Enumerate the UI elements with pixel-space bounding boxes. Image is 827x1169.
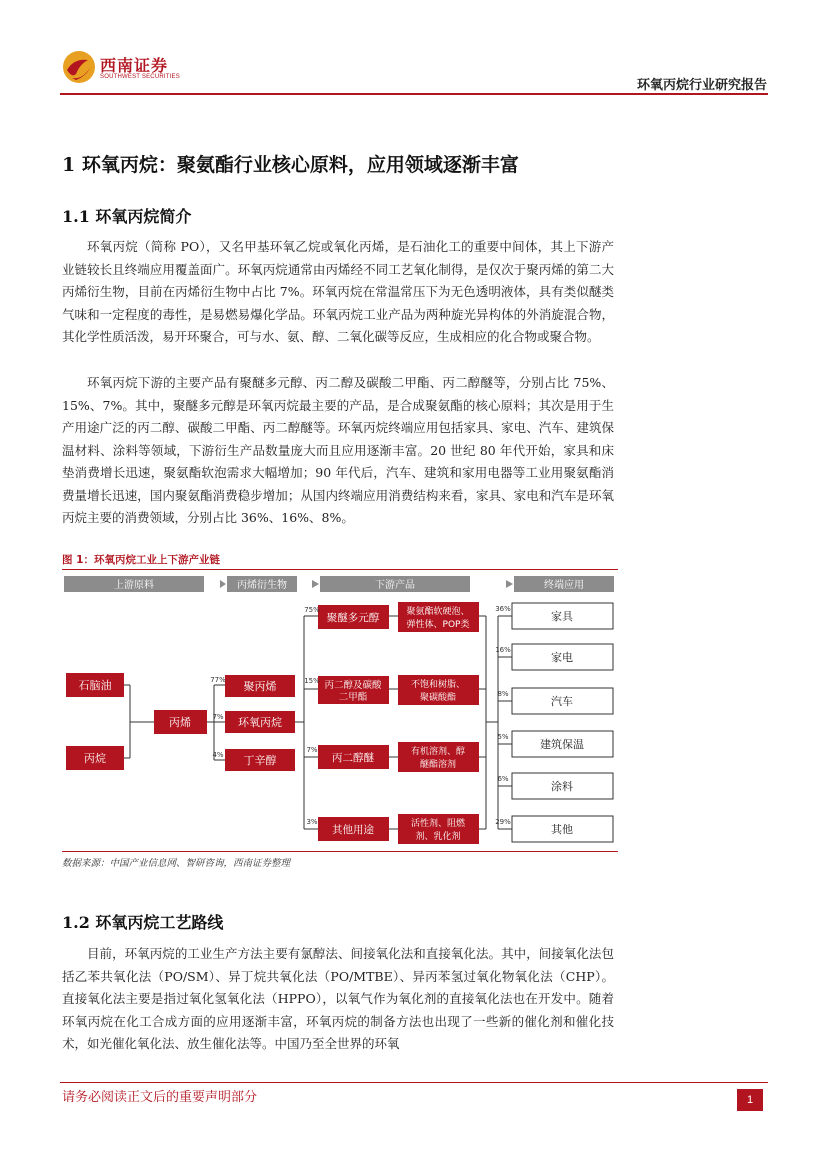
section-1-1-heading: 1.1 环氧丙烷简介 (62, 207, 192, 226)
derivative-po: 环氧丙烷 (238, 716, 282, 729)
end-use-furniture: 家具 (551, 610, 573, 623)
propylene-box: 丙烯 (169, 716, 191, 729)
diagram-headers (64, 576, 614, 592)
company-logo (62, 50, 180, 88)
intro-paragraph-2: 环氧丙烷下游的主要产品有聚醚多元醇、丙二醇及碳酸二甲酯、丙二醇醚等，分别占比 75%、15%、7%。其中，聚醚多元醇是环氧丙烷最主要的产品，是合成聚氨酯的核心原料；其次是用于生产用途广泛的丙二醇、碳酸二甲酯、丙二醇醚等。环氧丙烷终端应用包括家具、家电、汽车、建筑保温材料、涂料等领域，下游衍生产品数量庞大而且应用逐渐丰富。20 世纪 80 年代开始，家具和床垫消费增长迅速，聚氨酯软泡需求大幅增加；90 年代后，汽车、建筑和家用电器等工业用聚氨酯消费量增长迅速，国内聚氨酯消费稳步增加；从国内终端应用消费结构来看，家具、家电和汽车是环氧丙烷主要的消费领域，分别占比 36%、16%、8%。 (62, 375, 614, 525)
header-upstream: 上游原料 (114, 580, 154, 591)
figure-source-note: 数据来源：中国产业信息网、智研咨询，西南证券整理 (62, 858, 291, 869)
derivative-pct-1: 77% (210, 676, 226, 684)
product-pct-2: 15% (304, 677, 320, 685)
end-use-auto: 汽车 (551, 695, 573, 708)
upstream-naphtha: 石脑油 (78, 679, 112, 692)
product-polyether-polyol: 聚醚多元醇 (326, 612, 380, 624)
product-pct-1: 75% (304, 606, 320, 614)
section-1-heading: 1 环氧丙烷：聚氨酯行业核心原料，应用领域逐渐丰富 (62, 154, 519, 176)
process-paragraph: 目前，环氧丙烷的工业生产方法主要有氯醇法、间接氧化法和直接氧化法。其中，间接氧化法包括乙苯共氧化法（PO/SM）、异丁烷共氧化法（PO/MTBE）、异丙苯氢过氧化物氧化法（CHP）。直接氧化法主要是指过氧化氢氧化法（HPPO），以氧气作为氧化剂的直接氧化法也在开发中。随着环氧丙烷在化工合成方面的应用逐渐丰富，环氧丙烷的制备方法也出现了一些新的催化剂和催化技术，如光催化氧化法、放生催化法等。中国乃至全世界的环氧 (62, 946, 614, 1051)
header-downstream: 下游产品 (375, 580, 415, 591)
upstream-propane: 丙烷 (84, 752, 106, 765)
section-1-2-heading: 1.2 环氧丙烷工艺路线 (62, 913, 224, 932)
svg-text:醚酯溶剂: 醚酯溶剂 (419, 760, 457, 770)
end-use-pct-1: 36% (495, 605, 511, 613)
svg-text:聚碳酸酯: 聚碳酸酯 (419, 693, 457, 703)
derivative-pct-2: 7% (212, 713, 224, 721)
end-use-pct-5: 6% (497, 775, 509, 783)
figure-1-title: 图 1：环氧丙烷工业上下游产业链 (62, 554, 220, 566)
end-use-pct-6: 29% (495, 818, 511, 826)
svg-text:不饱和树脂、: 不饱和树脂、 (410, 680, 466, 690)
industry-chain-diagram (62, 572, 618, 850)
derivative-butanol-octanol: 丁辛醇 (243, 754, 277, 767)
end-use-coatings: 涂料 (551, 780, 573, 793)
end-use-building-insulation: 建筑保温 (540, 738, 584, 751)
figure-bottom-rule (62, 851, 618, 852)
logo-emblem-icon (62, 50, 96, 84)
report-header-title: 环氧丙烷行业研究报告 (636, 78, 767, 93)
header-propylene-derivatives: 丙烯衍生物 (237, 580, 287, 591)
figure-top-rule (62, 569, 618, 570)
header-end-use: 终端应用 (544, 580, 584, 591)
page-number: 1 (737, 1089, 763, 1111)
end-use-pct-2: 16% (495, 646, 511, 654)
footer-divider (60, 1082, 768, 1083)
svg-text:活性剂、阻燃: 活性剂、阻燃 (410, 819, 466, 829)
end-use-pct-3: 8% (497, 690, 509, 698)
end-use-pct-4: 5% (497, 733, 509, 741)
derivative-polypropylene: 聚丙烯 (243, 680, 277, 693)
derivative-pct-3: 4% (212, 751, 224, 759)
header-divider (60, 93, 768, 95)
product-pct-3: 7% (306, 746, 318, 754)
logo-name-cn: 西南证券 (100, 56, 169, 75)
svg-text:剂、乳化剂: 剂、乳化剂 (415, 832, 461, 842)
logo-name-en: SOUTHWEST SECURITIES (100, 74, 180, 80)
end-use-other: 其他 (551, 823, 573, 836)
footer-disclaimer: 请务必阅读正文后的重要声明部分 (62, 1090, 258, 1105)
product-pg-dmc-line1: 丙二醇及碳酸 (324, 680, 382, 691)
end-use-appliance: 家电 (551, 651, 573, 664)
svg-text:聚氨酯软硬泡、: 聚氨酯软硬泡、 (406, 607, 470, 617)
product-pg-dmc-line2: 二甲酯 (338, 692, 368, 703)
product-pg-ether: 丙二醇醚 (332, 752, 374, 764)
svg-text:有机溶剂、醇: 有机溶剂、醇 (410, 747, 466, 757)
svg-text:弹性体、POP类: 弹性体、POP类 (406, 620, 470, 630)
product-pct-4: 3% (306, 818, 318, 826)
intro-paragraph-1: 环氧丙烷（简称 PO），又名甲基环氧乙烷或氧化丙烯，是石油化工的重要中间体，其上下游产业链较长且终端应用覆盖面广。环氧丙烷通常由丙烯经不同工艺氧化制得，是仅次于聚丙烯的第二大丙烯衍生物，目前在丙烯衍生物中占比 7%。环氧丙烷在常温常压下为无色透明液体，具有类似醚类气味和一定程度的毒性，是易燃易爆化学品。环氧丙烷工业产品为两种旋光异构体的外消旋混合物，其化学性质活泼，易开环聚合，可与水、氨、醇、二氧化碳等反应，生成相应的化合物或聚合物。 (62, 239, 614, 344)
product-other-uses: 其他用途 (332, 824, 374, 836)
